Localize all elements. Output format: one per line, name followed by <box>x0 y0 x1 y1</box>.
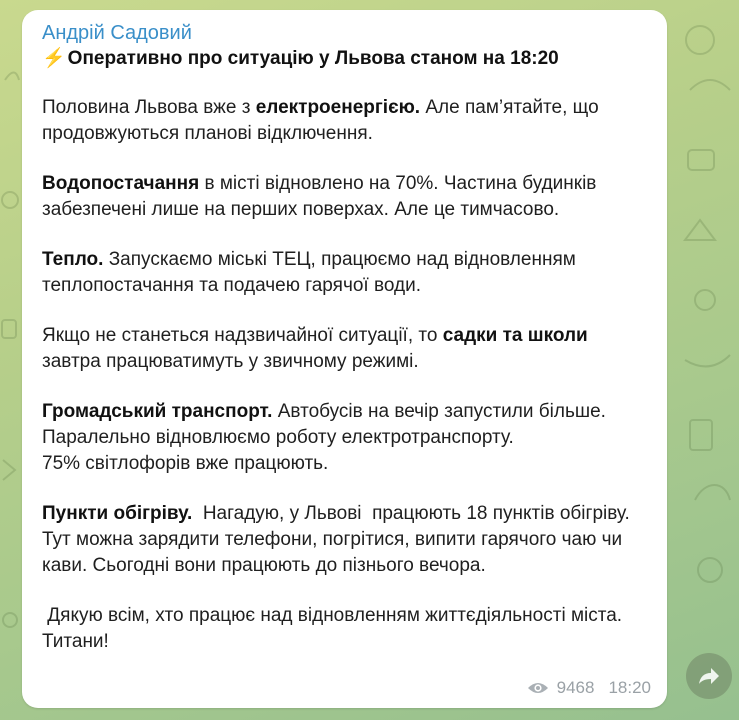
paragraph-text: Половина Львова вже з <box>42 97 256 118</box>
paragraph-text: Дякую всім, хто працює над відновленням життєдіяльності міста. Титани! <box>42 605 628 652</box>
message-meta <box>527 678 651 698</box>
paragraph-water <box>42 171 647 223</box>
message-bubble <box>22 10 667 708</box>
paragraph-transport <box>42 399 647 477</box>
paragraph-thanks <box>42 603 647 655</box>
share-button[interactable] <box>686 653 732 699</box>
paragraph-bold: садки та школи <box>442 325 588 346</box>
paragraph-text: Запускаємо міські ТЕЦ, працюємо над відновленням теплопостачання та подачею гарячої води. <box>42 249 576 296</box>
paragraph-schools <box>42 323 647 375</box>
message-headline <box>42 47 647 71</box>
eye-icon <box>527 680 549 696</box>
paragraph-bold: Пункти обігріву. <box>42 503 193 524</box>
paragraph-bold: Тепло. <box>42 249 104 270</box>
paragraph-text: Але пам’ятайте, що продовжуються планові відключення. <box>42 97 599 144</box>
message-time: 18:20 <box>608 678 651 697</box>
view-count: 9468 <box>556 678 595 697</box>
paragraph-text: Якщо не станеться надзвичайної ситуації, то <box>42 325 443 346</box>
paragraph-heating <box>42 247 647 299</box>
paragraph-text: Нагадую, у Львові працюють 18 пунктів обігріву. Тут можна зарядити телефони, погрітися, випити гарячого чаю чи кави. Сьогодні вони працюють до пізнього вечора. <box>42 503 636 576</box>
paragraph-bold: Громадський транспорт. <box>42 401 273 422</box>
share-arrow-icon <box>697 666 721 686</box>
paragraph-heating-points <box>42 501 647 579</box>
paragraph-text: завтра працюватимуть у звичному режимі. <box>42 351 419 372</box>
paragraph-electricity <box>42 95 647 147</box>
lightning-icon: ⚡ <box>42 48 66 69</box>
paragraph-bold: Водопостачання <box>42 173 200 194</box>
author-name[interactable]: Андрій Садовий <box>42 22 192 44</box>
paragraph-text: Автобусів на вечір запустили більше. Паралельно відновлюємо роботу електротранспорту. <box>42 401 606 448</box>
paragraph-bold: електроенергією. <box>255 97 421 118</box>
paragraph-text: в місті відновлено на 70%. Частина будинків забезпечені лише на перших поверхах. Але це тимчасово. <box>42 173 597 220</box>
headline-text: Оперативно про ситуацію у Львова станом на 18:20 <box>67 48 559 69</box>
paragraph-text: 75% світлофорів вже працюють. <box>42 453 329 474</box>
